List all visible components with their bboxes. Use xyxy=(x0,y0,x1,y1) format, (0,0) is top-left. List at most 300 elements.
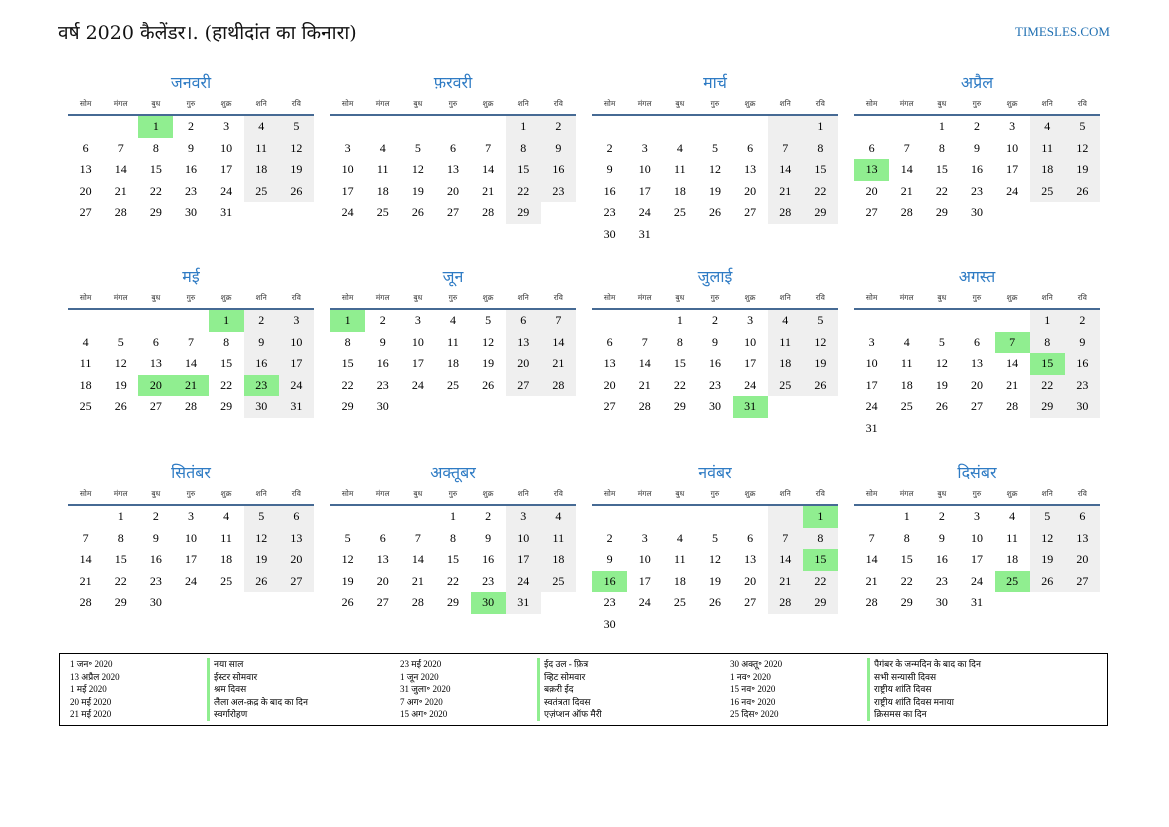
day-cell[interactable]: 25 xyxy=(995,571,1030,593)
day-cell[interactable]: 11 xyxy=(244,138,279,160)
day-cell[interactable]: 10 xyxy=(744,334,757,349)
day-cell[interactable]: 19 xyxy=(114,377,127,392)
day-cell[interactable]: 1 xyxy=(449,509,456,523)
day-cell[interactable]: 12 xyxy=(803,332,838,354)
day-cell[interactable]: 23 xyxy=(603,595,616,610)
day-cell[interactable]: 12 xyxy=(279,138,314,160)
day-cell[interactable]: 23 xyxy=(184,183,197,198)
day-cell[interactable]: 26 xyxy=(708,595,721,610)
day-cell[interactable]: 21 xyxy=(482,183,495,198)
day-cell[interactable]: 4 xyxy=(676,530,683,545)
day-cell[interactable]: 9 xyxy=(606,552,613,567)
day-cell[interactable]: 14 xyxy=(541,332,576,354)
day-cell[interactable]: 6 xyxy=(379,530,386,545)
day-cell[interactable]: 19 xyxy=(341,573,354,588)
day-cell[interactable]: 4 xyxy=(379,140,386,155)
day-cell[interactable]: 2 xyxy=(606,530,613,545)
day-cell[interactable]: 3 xyxy=(506,506,541,528)
day-cell[interactable]: 2 xyxy=(187,119,194,133)
day-cell[interactable]: 25 xyxy=(220,573,233,588)
day-cell[interactable]: 29 xyxy=(149,205,162,220)
day-cell[interactable]: 3 xyxy=(279,310,314,332)
day-cell[interactable]: 9 xyxy=(541,138,576,160)
day-cell[interactable]: 16 xyxy=(935,552,948,567)
day-cell[interactable]: 5 xyxy=(344,530,351,545)
day-cell[interactable]: 28 xyxy=(184,399,197,414)
day-cell[interactable]: 26 xyxy=(341,595,354,610)
day-cell[interactable]: 10 xyxy=(341,162,354,177)
day-cell[interactable]: 1 xyxy=(138,116,173,138)
day-cell[interactable]: 15 xyxy=(446,552,459,567)
day-cell[interactable]: 28 xyxy=(482,205,495,220)
day-cell[interactable]: 26 xyxy=(803,375,838,397)
day-cell[interactable]: 17 xyxy=(184,552,197,567)
day-cell[interactable]: 30 xyxy=(184,205,197,220)
day-cell[interactable]: 8 xyxy=(938,140,945,155)
day-cell[interactable]: 1 xyxy=(117,509,124,523)
day-cell[interactable]: 3 xyxy=(187,509,194,523)
day-cell[interactable]: 4 xyxy=(1009,509,1016,523)
day-cell[interactable]: 20 xyxy=(138,375,173,397)
day-cell[interactable]: 1 xyxy=(676,313,683,327)
day-cell[interactable]: 12 xyxy=(244,528,279,550)
day-cell[interactable]: 11 xyxy=(768,332,803,354)
day-cell[interactable]: 12 xyxy=(411,162,424,177)
day-cell[interactable]: 16 xyxy=(244,353,279,375)
day-cell[interactable]: 7 xyxy=(641,334,648,349)
day-cell[interactable]: 15 xyxy=(935,162,948,177)
day-cell[interactable]: 22 xyxy=(935,183,948,198)
day-cell[interactable]: 11 xyxy=(1006,530,1018,545)
day-cell[interactable]: 17 xyxy=(744,356,757,371)
day-cell[interactable]: 27 xyxy=(603,399,616,414)
day-cell[interactable]: 1 xyxy=(1030,310,1065,332)
day-cell[interactable]: 16 xyxy=(541,159,576,181)
day-cell[interactable]: 12 xyxy=(114,356,127,371)
day-cell[interactable]: 18 xyxy=(220,552,233,567)
day-cell[interactable]: 22 xyxy=(803,571,838,593)
day-cell[interactable]: 26 xyxy=(1065,181,1100,203)
day-cell[interactable]: 28 xyxy=(1006,399,1019,414)
day-cell[interactable]: 25 xyxy=(673,595,686,610)
day-cell[interactable]: 27 xyxy=(149,399,162,414)
day-cell[interactable]: 28 xyxy=(768,202,803,224)
day-cell[interactable]: 23 xyxy=(149,573,162,588)
day-cell[interactable]: 3 xyxy=(414,313,421,327)
day-cell[interactable]: 10 xyxy=(638,162,651,177)
day-cell[interactable]: 28 xyxy=(114,205,127,220)
day-cell[interactable]: 4 xyxy=(676,140,683,155)
day-cell[interactable]: 25 xyxy=(1030,181,1065,203)
day-cell[interactable]: 31 xyxy=(733,396,768,418)
day-cell[interactable]: 10 xyxy=(1006,140,1019,155)
day-cell[interactable]: 21 xyxy=(173,375,208,397)
day-cell[interactable]: 10 xyxy=(638,552,651,567)
day-cell[interactable]: 23 xyxy=(935,573,948,588)
day-cell[interactable]: 13 xyxy=(446,162,459,177)
day-cell[interactable]: 18 xyxy=(1030,159,1065,181)
day-cell[interactable]: 17 xyxy=(638,183,651,198)
day-cell[interactable]: 10 xyxy=(865,356,878,371)
day-cell[interactable]: 28 xyxy=(768,592,803,614)
day-cell[interactable]: 8 xyxy=(117,530,124,545)
day-cell[interactable]: 18 xyxy=(79,377,92,392)
day-cell[interactable]: 14 xyxy=(411,552,424,567)
day-cell[interactable]: 16 xyxy=(603,183,616,198)
day-cell[interactable]: 4 xyxy=(541,506,576,528)
day-cell[interactable]: 6 xyxy=(973,334,980,349)
day-cell[interactable]: 21 xyxy=(114,183,127,198)
day-cell[interactable]: 23 xyxy=(482,573,495,588)
day-cell[interactable]: 6 xyxy=(506,310,541,332)
day-cell[interactable]: 13 xyxy=(149,356,162,371)
day-cell[interactable]: 17 xyxy=(970,552,983,567)
day-cell[interactable]: 24 xyxy=(184,573,197,588)
day-cell[interactable]: 3 xyxy=(641,140,648,155)
day-cell[interactable]: 18 xyxy=(541,549,576,571)
day-cell[interactable]: 25 xyxy=(673,205,686,220)
day-cell[interactable]: 6 xyxy=(606,334,613,349)
day-cell[interactable]: 24 xyxy=(638,205,651,220)
day-cell[interactable]: 16 xyxy=(708,356,721,371)
day-cell[interactable]: 28 xyxy=(900,205,913,220)
day-cell[interactable]: 19 xyxy=(803,353,838,375)
day-cell[interactable]: 22 xyxy=(341,377,354,392)
day-cell[interactable]: 6 xyxy=(868,140,875,155)
day-cell[interactable]: 13 xyxy=(854,159,889,181)
day-cell[interactable]: 29 xyxy=(803,202,838,224)
day-cell[interactable]: 28 xyxy=(865,595,878,610)
day-cell[interactable]: 5 xyxy=(803,310,838,332)
day-cell[interactable]: 26 xyxy=(411,205,424,220)
day-cell[interactable]: 8 xyxy=(1030,332,1065,354)
day-cell[interactable]: 8 xyxy=(152,140,159,155)
day-cell[interactable]: 7 xyxy=(768,528,803,550)
day-cell[interactable]: 18 xyxy=(900,377,913,392)
day-cell[interactable]: 4 xyxy=(768,310,803,332)
day-cell[interactable]: 8 xyxy=(223,334,230,349)
day-cell[interactable]: 31 xyxy=(638,226,651,241)
day-cell[interactable]: 15 xyxy=(114,552,127,567)
day-cell[interactable]: 9 xyxy=(485,530,492,545)
day-cell[interactable]: 15 xyxy=(673,356,686,371)
day-cell[interactable]: 25 xyxy=(244,181,279,203)
day-cell[interactable]: 24 xyxy=(638,595,651,610)
day-cell[interactable]: 25 xyxy=(541,571,576,593)
day-cell[interactable]: 10 xyxy=(279,332,314,354)
day-cell[interactable]: 18 xyxy=(446,356,459,371)
day-cell[interactable]: 5 xyxy=(117,334,124,349)
day-cell[interactable]: 6 xyxy=(152,334,159,349)
day-cell[interactable]: 27 xyxy=(865,205,878,220)
day-cell[interactable]: 12 xyxy=(1065,138,1100,160)
day-cell[interactable]: 24 xyxy=(341,205,354,220)
day-cell[interactable]: 26 xyxy=(279,181,314,203)
day-cell[interactable]: 26 xyxy=(482,377,495,392)
day-cell[interactable]: 18 xyxy=(376,183,389,198)
day-cell[interactable]: 30 xyxy=(603,226,616,241)
day-cell[interactable]: 21 xyxy=(638,377,651,392)
day-cell[interactable]: 6 xyxy=(1065,506,1100,528)
day-cell[interactable]: 16 xyxy=(970,162,983,177)
day-cell[interactable]: 15 xyxy=(1030,353,1065,375)
day-cell[interactable]: 21 xyxy=(79,573,92,588)
day-cell[interactable]: 15 xyxy=(220,356,233,371)
day-cell[interactable]: 14 xyxy=(114,162,127,177)
day-cell[interactable]: 23 xyxy=(1065,375,1100,397)
day-cell[interactable]: 25 xyxy=(79,399,92,414)
day-cell[interactable]: 18 xyxy=(1006,552,1019,567)
day-cell[interactable]: 16 xyxy=(149,552,162,567)
day-cell[interactable]: 23 xyxy=(244,375,279,397)
day-cell[interactable]: 27 xyxy=(1065,571,1100,593)
day-cell[interactable]: 13 xyxy=(603,356,616,371)
day-cell[interactable]: 27 xyxy=(446,205,459,220)
day-cell[interactable]: 5 xyxy=(485,313,492,327)
day-cell[interactable]: 10 xyxy=(411,334,424,349)
day-cell[interactable]: 26 xyxy=(935,399,948,414)
day-cell[interactable]: 31 xyxy=(865,420,878,435)
day-cell[interactable]: 16 xyxy=(184,162,197,177)
day-cell[interactable]: 15 xyxy=(803,159,838,181)
day-cell[interactable]: 23 xyxy=(970,183,983,198)
day-cell[interactable]: 30 xyxy=(970,205,983,220)
day-cell[interactable]: 26 xyxy=(244,571,279,593)
day-cell[interactable]: 17 xyxy=(865,377,878,392)
day-cell[interactable]: 2 xyxy=(244,310,279,332)
day-cell[interactable]: 8 xyxy=(344,334,351,349)
day-cell[interactable]: 29 xyxy=(220,399,233,414)
day-cell[interactable]: 5 xyxy=(244,506,279,528)
day-cell[interactable]: 22 xyxy=(149,183,162,198)
day-cell[interactable]: 28 xyxy=(541,375,576,397)
day-cell[interactable]: 24 xyxy=(744,377,757,392)
day-cell[interactable]: 13 xyxy=(506,332,541,354)
day-cell[interactable]: 27 xyxy=(744,595,757,610)
day-cell[interactable]: 17 xyxy=(411,356,424,371)
day-cell[interactable]: 20 xyxy=(1065,549,1100,571)
day-cell[interactable]: 5 xyxy=(1030,506,1065,528)
day-cell[interactable]: 22 xyxy=(220,377,233,392)
day-cell[interactable]: 9 xyxy=(379,334,386,349)
day-cell[interactable]: 22 xyxy=(506,181,541,203)
day-cell[interactable]: 7 xyxy=(414,530,421,545)
day-cell[interactable]: 14 xyxy=(638,356,651,371)
day-cell[interactable]: 15 xyxy=(149,162,162,177)
day-cell[interactable]: 22 xyxy=(1030,375,1065,397)
day-cell[interactable]: 14 xyxy=(184,356,197,371)
day-cell[interactable]: 17 xyxy=(279,353,314,375)
day-cell[interactable]: 21 xyxy=(865,573,878,588)
day-cell[interactable]: 1 xyxy=(803,116,838,138)
day-cell[interactable]: 21 xyxy=(768,181,803,203)
day-cell[interactable]: 8 xyxy=(903,530,910,545)
day-cell[interactable]: 18 xyxy=(244,159,279,181)
day-cell[interactable]: 27 xyxy=(970,399,983,414)
day-cell[interactable]: 30 xyxy=(1065,396,1100,418)
day-cell[interactable]: 2 xyxy=(485,509,492,523)
day-cell[interactable]: 19 xyxy=(1065,159,1100,181)
day-cell[interactable]: 24 xyxy=(970,573,983,588)
day-cell[interactable]: 18 xyxy=(768,353,803,375)
day-cell[interactable]: 25 xyxy=(376,205,389,220)
day-cell[interactable]: 27 xyxy=(79,205,92,220)
day-cell[interactable]: 23 xyxy=(376,377,389,392)
day-cell[interactable]: 14 xyxy=(79,552,92,567)
day-cell[interactable]: 20 xyxy=(744,183,757,198)
day-cell[interactable]: 29 xyxy=(1030,396,1065,418)
day-cell[interactable]: 29 xyxy=(803,592,838,614)
day-cell[interactable]: 13 xyxy=(79,162,92,177)
day-cell[interactable]: 30 xyxy=(935,595,948,610)
day-cell[interactable]: 5 xyxy=(279,116,314,138)
day-cell[interactable]: 29 xyxy=(935,205,948,220)
day-cell[interactable]: 30 xyxy=(376,399,389,414)
day-cell[interactable]: 5 xyxy=(711,140,718,155)
day-cell[interactable]: 2 xyxy=(711,313,718,327)
day-cell[interactable]: 8 xyxy=(506,138,541,160)
day-cell[interactable]: 29 xyxy=(341,399,354,414)
day-cell[interactable]: 12 xyxy=(935,356,948,371)
day-cell[interactable]: 3 xyxy=(1009,119,1016,133)
day-cell[interactable]: 21 xyxy=(900,183,913,198)
day-cell[interactable]: 15 xyxy=(900,552,913,567)
day-cell[interactable]: 22 xyxy=(803,181,838,203)
day-cell[interactable]: 31 xyxy=(506,592,541,614)
day-cell[interactable]: 15 xyxy=(341,356,354,371)
day-cell[interactable]: 8 xyxy=(676,334,683,349)
day-cell[interactable]: 8 xyxy=(803,528,838,550)
day-cell[interactable]: 7 xyxy=(117,140,124,155)
day-cell[interactable]: 24 xyxy=(279,375,314,397)
day-cell[interactable]: 26 xyxy=(114,399,127,414)
day-cell[interactable]: 19 xyxy=(411,183,424,198)
day-cell[interactable]: 23 xyxy=(708,377,721,392)
day-cell[interactable]: 10 xyxy=(184,530,197,545)
day-cell[interactable]: 13 xyxy=(279,528,314,550)
day-cell[interactable]: 7 xyxy=(768,138,803,160)
day-cell[interactable]: 9 xyxy=(606,162,613,177)
day-cell[interactable]: 20 xyxy=(865,183,878,198)
day-cell[interactable]: 11 xyxy=(79,356,92,371)
day-cell[interactable]: 19 xyxy=(279,159,314,181)
day-cell[interactable]: 10 xyxy=(506,528,541,550)
day-cell[interactable]: 7 xyxy=(903,140,910,155)
day-cell[interactable]: 11 xyxy=(674,552,686,567)
day-cell[interactable]: 22 xyxy=(900,573,913,588)
day-cell[interactable]: 24 xyxy=(1006,183,1019,198)
day-cell[interactable]: 5 xyxy=(414,140,421,155)
day-cell[interactable]: 15 xyxy=(803,549,838,571)
day-cell[interactable]: 24 xyxy=(865,399,878,414)
day-cell[interactable]: 4 xyxy=(449,313,456,327)
day-cell[interactable]: 20 xyxy=(744,573,757,588)
day-cell[interactable]: 20 xyxy=(970,377,983,392)
day-cell[interactable]: 25 xyxy=(768,375,803,397)
day-cell[interactable]: 3 xyxy=(868,334,875,349)
day-cell[interactable]: 9 xyxy=(187,140,194,155)
day-cell[interactable]: 6 xyxy=(449,140,456,155)
day-cell[interactable]: 11 xyxy=(220,530,232,545)
day-cell[interactable]: 7 xyxy=(82,530,89,545)
day-cell[interactable]: 19 xyxy=(935,377,948,392)
day-cell[interactable]: 20 xyxy=(279,549,314,571)
day-cell[interactable]: 9 xyxy=(973,140,980,155)
day-cell[interactable]: 4 xyxy=(223,509,230,523)
day-cell[interactable]: 5 xyxy=(938,334,945,349)
day-cell[interactable]: 9 xyxy=(152,530,159,545)
site-link[interactable]: TIMESLES.COM xyxy=(1015,24,1110,39)
day-cell[interactable]: 8 xyxy=(449,530,456,545)
day-cell[interactable]: 3 xyxy=(973,509,980,523)
day-cell[interactable]: 3 xyxy=(641,530,648,545)
day-cell[interactable]: 30 xyxy=(149,595,162,610)
day-cell[interactable]: 14 xyxy=(768,549,803,571)
day-cell[interactable]: 2 xyxy=(606,140,613,155)
day-cell[interactable]: 13 xyxy=(744,162,757,177)
day-cell[interactable]: 5 xyxy=(711,530,718,545)
day-cell[interactable]: 28 xyxy=(638,399,651,414)
day-cell[interactable]: 4 xyxy=(82,334,89,349)
day-cell[interactable]: 12 xyxy=(341,552,354,567)
day-cell[interactable]: 22 xyxy=(446,573,459,588)
day-cell[interactable]: 1 xyxy=(803,506,838,528)
day-cell[interactable]: 11 xyxy=(900,356,913,371)
day-cell[interactable]: 11 xyxy=(376,162,389,177)
day-cell[interactable]: 10 xyxy=(970,530,983,545)
day-cell[interactable]: 7 xyxy=(187,334,194,349)
day-cell[interactable]: 6 xyxy=(82,140,89,155)
day-cell[interactable]: 11 xyxy=(541,528,576,550)
day-cell[interactable]: 30 xyxy=(603,616,616,631)
day-cell[interactable]: 14 xyxy=(482,162,495,177)
day-cell[interactable]: 19 xyxy=(708,573,721,588)
day-cell[interactable]: 23 xyxy=(603,205,616,220)
day-cell[interactable]: 15 xyxy=(506,159,541,181)
day-cell[interactable]: 10 xyxy=(220,140,233,155)
day-cell[interactable]: 2 xyxy=(1065,310,1100,332)
day-cell[interactable]: 3 xyxy=(747,313,754,327)
day-cell[interactable]: 30 xyxy=(244,396,279,418)
day-cell[interactable]: 14 xyxy=(900,162,913,177)
day-cell[interactable]: 9 xyxy=(1065,332,1100,354)
day-cell[interactable]: 6 xyxy=(747,140,754,155)
day-cell[interactable]: 13 xyxy=(1065,528,1100,550)
day-cell[interactable]: 24 xyxy=(506,571,541,593)
day-cell[interactable]: 26 xyxy=(708,205,721,220)
day-cell[interactable]: 7 xyxy=(485,140,492,155)
day-cell[interactable]: 14 xyxy=(768,159,803,181)
day-cell[interactable]: 25 xyxy=(900,399,913,414)
day-cell[interactable]: 29 xyxy=(673,399,686,414)
day-cell[interactable]: 7 xyxy=(541,310,576,332)
day-cell[interactable]: 22 xyxy=(673,377,686,392)
day-cell[interactable]: 12 xyxy=(708,162,721,177)
day-cell[interactable]: 19 xyxy=(708,183,721,198)
day-cell[interactable]: 30 xyxy=(708,399,721,414)
day-cell[interactable]: 9 xyxy=(244,332,279,354)
day-cell[interactable]: 29 xyxy=(446,595,459,610)
day-cell[interactable]: 14 xyxy=(865,552,878,567)
day-cell[interactable]: 27 xyxy=(376,595,389,610)
day-cell[interactable]: 12 xyxy=(482,334,495,349)
day-cell[interactable]: 9 xyxy=(711,334,718,349)
day-cell[interactable]: 28 xyxy=(411,595,424,610)
day-cell[interactable]: 12 xyxy=(708,552,721,567)
day-cell[interactable]: 7 xyxy=(995,332,1030,354)
day-cell[interactable]: 16 xyxy=(482,552,495,567)
day-cell[interactable]: 24 xyxy=(411,377,424,392)
